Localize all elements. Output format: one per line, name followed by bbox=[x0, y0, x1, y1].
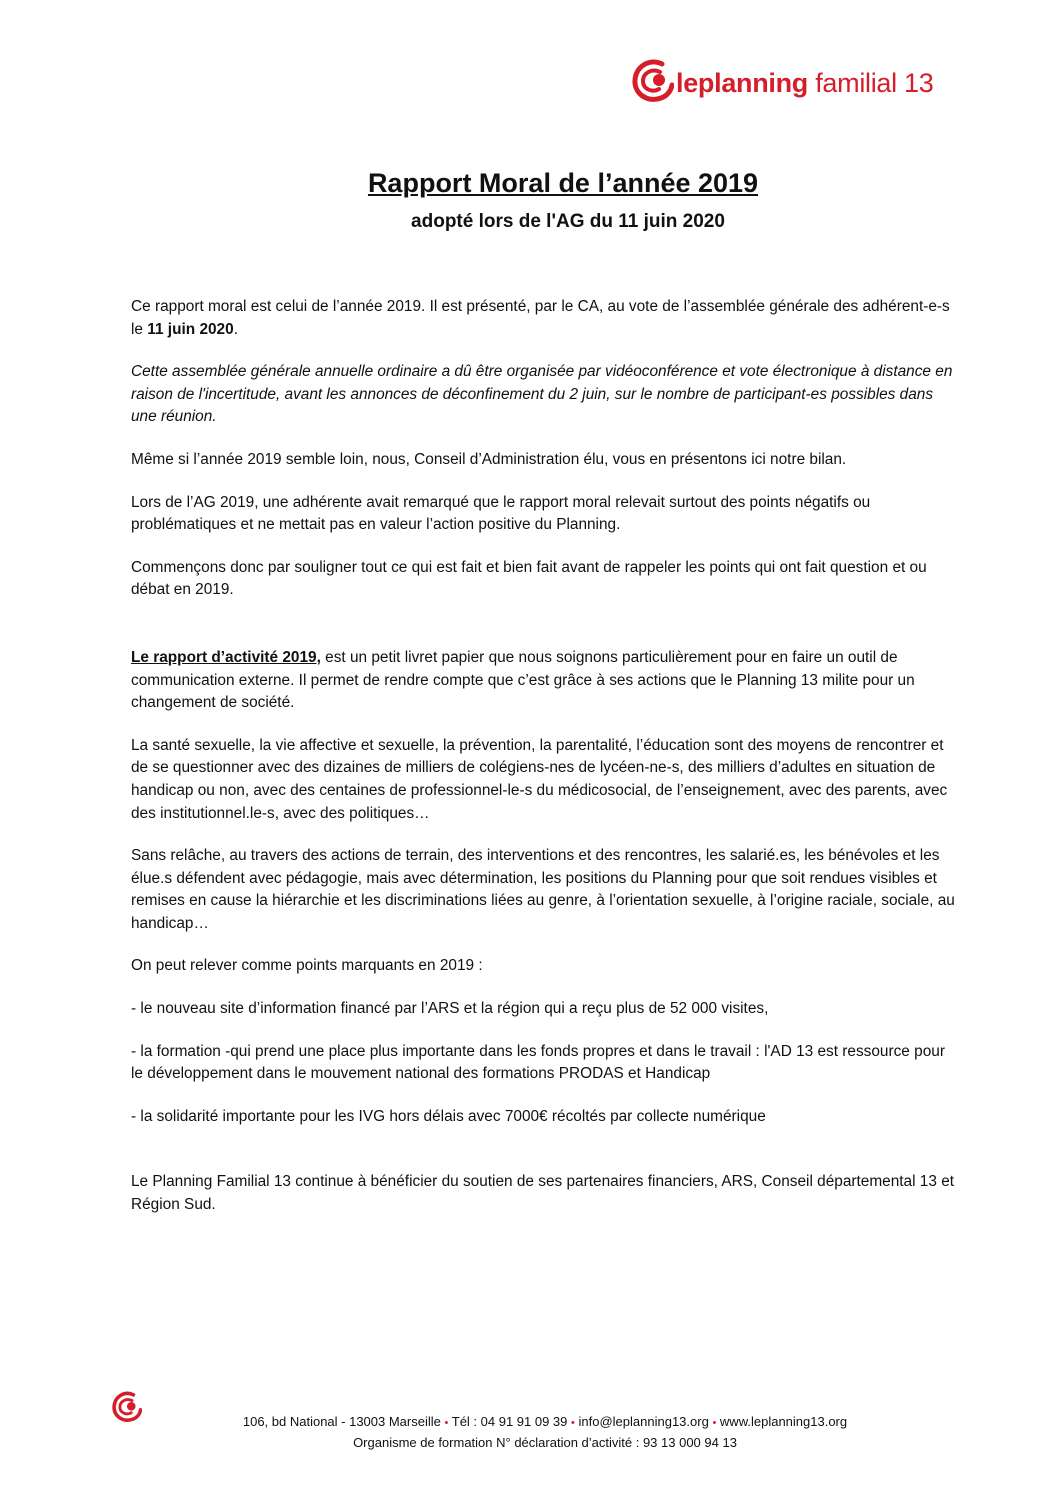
page-subtitle: adopté lors de l'AG du 11 juin 2020 bbox=[411, 211, 725, 232]
paragraph-ag-2019: Lors de l’AG 2019, une adhérente avait remarqué que le rapport moral relevait surtout des points négatifs ou problématiques et ne mettait pas en valeur l’action positive du Planning. bbox=[131, 493, 871, 534]
footer-registration: Organisme de formation N° déclaration d’activité : 93 13 000 94 13 bbox=[353, 1435, 737, 1450]
paragraph-commencons: Commençons donc par souligner tout ce qui est fait et bien fait avant de rappeler les points qui ont fait question et ou débat en 2019. bbox=[131, 558, 927, 599]
footer-contact-line bbox=[130, 1412, 960, 1433]
footer-separator: • bbox=[712, 1417, 717, 1429]
rapport-activite-lead: Le rapport d’activité 2019, bbox=[131, 648, 321, 666]
logo-familial: familial bbox=[808, 68, 897, 98]
paragraph-points-marquants: On peut relever comme points marquants en 2019 : bbox=[131, 957, 483, 975]
footer-separator: • bbox=[571, 1417, 575, 1429]
intro-end: . bbox=[233, 320, 238, 338]
footer-website[interactable]: www.leplanning13.org bbox=[719, 1414, 848, 1429]
footer-separator: • bbox=[444, 1417, 449, 1429]
list-item: - le nouveau site d’information financé par l’ARS et la région qui a reçu plus de 52 000 visites, bbox=[131, 1000, 769, 1018]
rapport-activite-text: est un petit livret papier que nous soignons particulièrement pour en faire un outil de communication externe. Il permet de rendre compte que c’est grâce à ses actions que le Planning 13 milite pour un changement de société. bbox=[131, 648, 915, 712]
planning-familial-logo-icon bbox=[632, 58, 674, 104]
paragraph-videoconference: Cette assemblée générale annuelle ordinaire a dû être organisée par vidéoconférence et vote électronique à distance en raison de l'incertitude, avant les annonces de déconfinement du 2 juin, sur le nombre de participant-es possibles dans une réunion. bbox=[131, 363, 953, 426]
paragraph-sante-sexuelle: La santé sexuelle, la vie affective et sexuelle, la prévention, la parentalité, l’éducation sont des moyens de rencontrer et de se questionner avec des dizaines de milliers de colégiens-nes de lycéen-ne-s, des milliers d’adultes en situation de handicap ou non, avec des centaines de professionnel-le-s du médicosocial, de l’enseignement, avec des parents, avec des institutionnel.le-s, avec des politiques… bbox=[131, 736, 948, 822]
logo-planning: planning bbox=[697, 68, 809, 98]
paragraph-intro bbox=[131, 296, 961, 341]
footer-phone: Tél : 04 91 91 09 39 bbox=[451, 1414, 568, 1429]
intro-text: Ce rapport moral est celui de l’année 2019. Il est présenté, par le CA, au vote de l’assemblée générale des adhérent-e-s le bbox=[131, 298, 950, 338]
document-body bbox=[131, 296, 961, 1237]
footer bbox=[130, 1412, 960, 1453]
paragraph-partenaires: Le Planning Familial 13 continue à bénéficier du soutien de ses partenaires financiers, ARS, Conseil départemental 13 et Région Sud. bbox=[131, 1173, 955, 1214]
paragraph-rapport-activite bbox=[131, 647, 961, 715]
paragraph-bilan: Même si l’année 2019 semble loin, nous, Conseil d’Administration élu, vous en présentons ici notre bilan. bbox=[131, 450, 847, 468]
paragraph-sans-relache: Sans relâche, au travers des actions de terrain, des interventions et des rencontres, les salarié.es, les bénévoles et les élue.s défendent avec pédagogie, mais avec détermination, les positions du Planning pour que soit rendues visibles et remises en cause la hiérarchie et les discriminations liées au genre, à l’orientation sexuelle, à l’origine raciale, sociale, au handicap… bbox=[131, 847, 955, 932]
footer-email[interactable]: info@leplanning13.org bbox=[578, 1414, 709, 1429]
title-block bbox=[0, 168, 1058, 233]
planning-familial-logo bbox=[632, 58, 972, 108]
list-item: - la formation -qui prend une place plus importante dans les fonds propres et dans le travail : l'AD 13 est ressource pour le développement dans le mouvement national des formations PRODAS et Handicap bbox=[131, 1042, 945, 1083]
list-item: - la solidarité importante pour les IVG hors délais avec 7000€ récoltés par collecte numérique bbox=[131, 1107, 766, 1125]
page-title: Rapport Moral de l’année 2019 bbox=[367, 168, 759, 198]
logo-wordmark bbox=[676, 68, 933, 99]
logo-le: le bbox=[676, 68, 698, 98]
logo-number: 13 bbox=[896, 68, 934, 98]
footer-address: 106, bd National - 13003 Marseille bbox=[242, 1414, 441, 1429]
intro-date: 11 juin 2020 bbox=[147, 320, 234, 338]
